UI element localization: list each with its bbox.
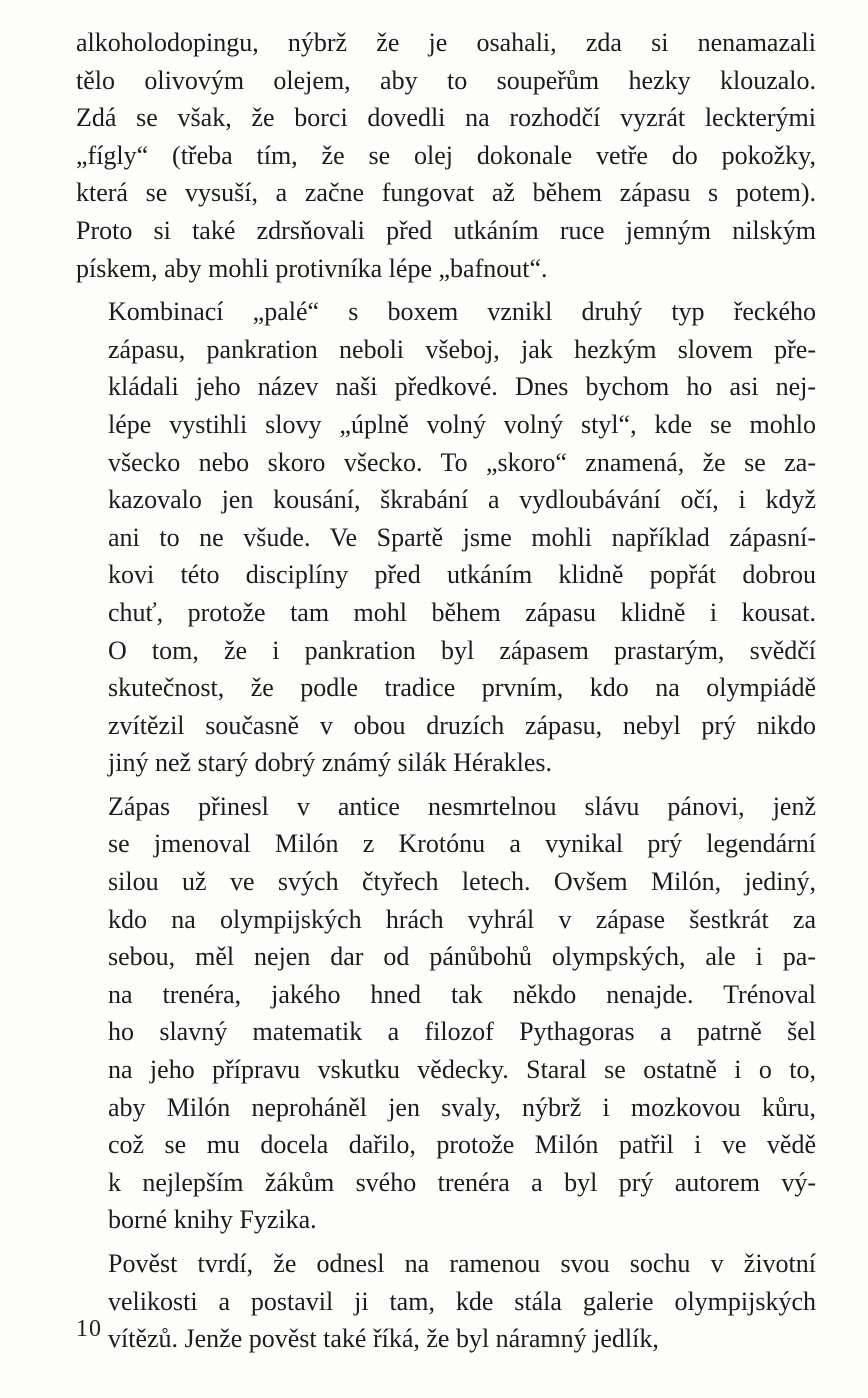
- text-line: všecko nebo skoro všecko. To „skoro“ znamená, že se za-: [108, 447, 816, 477]
- paragraph: [76, 24, 816, 287]
- paragraph: [76, 788, 816, 1239]
- body-text: [76, 24, 816, 1364]
- text-line: aby Milón neproháněl jen svaly, nýbrž i mozkovou kůru,: [108, 1092, 816, 1122]
- text-line: skutečnost, že podle tradice prvním, kdo na olympiádě: [108, 673, 816, 703]
- text-line: což se mu docela dařilo, protože Milón patřil i ve vědě: [108, 1130, 816, 1160]
- text-line: Zdá se však, že borci dovedli na rozhodčí vyzrát leckterými: [76, 103, 816, 133]
- text-line: která se vysuší, a začne fungovat až během zápasu s potem).: [76, 178, 816, 208]
- text-line: se jmenoval Milón z Krotónu a vynikal prý legendární: [108, 829, 816, 859]
- text-line: kazovalo jen kousání, škrabání a vydloubávání očí, i když: [108, 485, 816, 515]
- text-line: sebou, měl nejen dar od pánůbohů olympských, ale i pa-: [108, 942, 816, 972]
- text-line: lépe vystihli slovy „úplně volný volný styl“, kde se mohlo: [108, 409, 816, 439]
- text-line: jiný než starý dobrý známý silák Hérakles.: [108, 748, 553, 778]
- text-line: ani to ne všude. Ve Spartě jsme mohli například zápasní-: [108, 522, 816, 552]
- paragraph: [76, 1245, 816, 1358]
- text-line: k nejlepším žákům svého trenéra a byl prý autorem vý-: [108, 1167, 816, 1197]
- text-line: Kombinací „palé“ s boxem vznikl druhý typ řeckého: [108, 297, 816, 327]
- text-line: chuť, protože tam mohl během zápasu klidně i kousat.: [108, 597, 816, 627]
- text-line: „fígly“ (třeba tím, že se olej dokonale vetře do pokožky,: [76, 140, 816, 170]
- text-line: na trenéra, jakého hned tak někdo nenajde. Trénoval: [108, 979, 816, 1009]
- text-line: Zápas přinesl v antice nesmrtelnou slávu pánovi, jenž: [108, 791, 816, 821]
- page-number: 10: [76, 1316, 102, 1342]
- text-line: tělo olivovým olejem, aby to soupeřům hezky klouzalo.: [76, 65, 816, 95]
- paragraph: [76, 293, 816, 782]
- text-line: kdo na olympijských hrách vyhrál v zápase šestkrát za: [108, 904, 816, 934]
- text-line: kovi této disciplíny před utkáním klidně popřát dobrou: [108, 560, 816, 590]
- text-line: vítězů. Jenže pověst také říká, že byl náramný jedlík,: [108, 1324, 659, 1354]
- text-line: alkoholodopingu, nýbrž že je osahali, zda si nenamazali: [76, 28, 816, 57]
- text-line: zápasu, pankration neboli všeboj, jak hezkým slovem pře-: [108, 334, 816, 364]
- text-line: zvítězil současně v obou druzích zápasu, nebyl prý nikdo: [108, 710, 816, 740]
- text-line: O tom, že i pankration byl zápasem prastarým, svědčí: [108, 635, 816, 665]
- text-line: na jeho přípravu vskutku vědecky. Staral se ostatně i o to,: [108, 1055, 816, 1085]
- text-line: Pověst tvrdí, že odnesl na ramenou svou sochu v životní: [108, 1249, 816, 1278]
- text-line: borné knihy Fyzika.: [108, 1205, 317, 1235]
- text-line: Proto si také zdrsňovali před utkáním ruce jemným nilským: [76, 215, 816, 245]
- text-line: silou už ve svých čtyřech letech. Ovšem Milón, jediný,: [108, 867, 816, 897]
- text-line: ho slavný matematik a filozof Pythagoras a patrně šel: [108, 1017, 816, 1047]
- text-line: kládali jeho název naši předkové. Dnes bychom ho asi nej-: [108, 372, 816, 402]
- text-line: velikosti a postavil ji tam, kde stála galerie olympijských: [108, 1286, 816, 1316]
- text-line: pískem, aby mohli protivníka lépe „bafnout“.: [76, 253, 548, 283]
